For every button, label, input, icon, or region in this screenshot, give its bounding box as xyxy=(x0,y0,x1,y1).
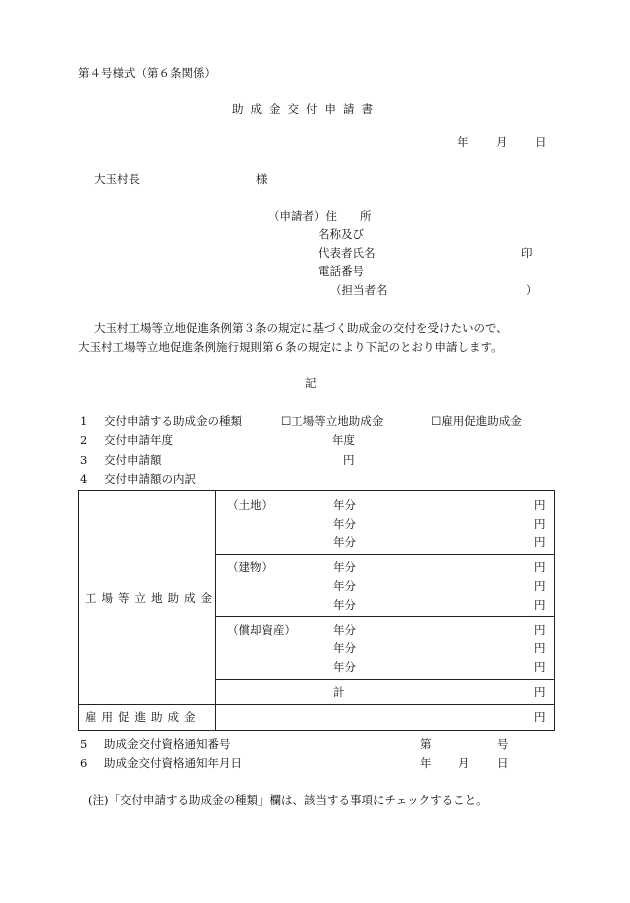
body-text-line-2: 大玉村工場等立地促進条例施行規則第６条の規定により下記のとおり申請します。 xyxy=(78,340,503,354)
breakdown-table xyxy=(78,490,555,731)
item-3-label: 交付申請額 xyxy=(104,453,162,467)
item-5-label: 助成金交付資格通知番号 xyxy=(104,737,231,751)
option-employment-subsidy[interactable]: ☐雇用促進助成金 xyxy=(431,414,522,428)
table-rule xyxy=(215,616,555,617)
applicant-name-label: 名称及び xyxy=(318,227,364,241)
land-year-3: 年分 xyxy=(333,535,356,549)
body-text-line-1: 大玉村工場等立地促進条例第３条の規定に基づく助成金の交付を受けたいので、 xyxy=(94,321,508,335)
building-year-1: 年分 xyxy=(333,560,356,574)
table-rule xyxy=(79,704,555,705)
date-year-label: 年 xyxy=(457,135,469,149)
item-1-label: 交付申請する助成金の種類 xyxy=(104,414,242,428)
land-year-2: 年分 xyxy=(333,517,356,531)
item-5-value-go: 号 xyxy=(497,737,509,751)
applicant-rep-label: 代表者氏名 xyxy=(318,246,376,260)
assets-yen-3: 円 xyxy=(534,660,546,674)
land-yen-3: 円 xyxy=(534,535,546,549)
item-6-month: 月 xyxy=(458,756,470,770)
row-header-employment-subsidy: 雇用促進助成金 xyxy=(85,710,201,724)
assets-year-3: 年分 xyxy=(333,660,356,674)
item-6-number: 6 xyxy=(80,756,88,770)
applicant-phone-label: 電話番号 xyxy=(318,264,364,278)
land-yen-1: 円 xyxy=(534,498,546,512)
assets-yen-1: 円 xyxy=(534,623,546,637)
date-month-label: 月 xyxy=(496,135,508,149)
item-5-number: 5 xyxy=(80,737,88,751)
assets-yen-2: 円 xyxy=(534,641,546,655)
land-yen-2: 円 xyxy=(534,517,546,531)
building-yen-2: 円 xyxy=(534,579,546,593)
building-year-2: 年分 xyxy=(333,579,356,593)
category-depreciable-assets: （償却資産） xyxy=(227,623,296,637)
addressee-honorific: 様 xyxy=(256,172,268,186)
category-building: （建物） xyxy=(227,560,273,574)
table-divider-vertical xyxy=(215,491,216,730)
date-day-label: 日 xyxy=(535,135,547,149)
applicant-address-label: （申請者）住 所 xyxy=(268,209,372,223)
item-1-number: 1 xyxy=(80,414,88,428)
item-6-label: 助成金交付資格通知年月日 xyxy=(104,756,242,770)
addressee-name: 大玉村長 xyxy=(94,172,140,186)
assets-year-2: 年分 xyxy=(333,641,356,655)
row-header-factory-subsidy: 工場等立地助成金 xyxy=(85,591,217,605)
item-2-label: 交付申請年度 xyxy=(104,433,173,447)
assets-year-1: 年分 xyxy=(333,623,356,637)
item-3-value: 円 xyxy=(343,453,355,467)
applicant-contact-label: （担当者名 xyxy=(330,283,388,297)
building-yen-3: 円 xyxy=(534,598,546,612)
option-factory-subsidy[interactable]: ☐工場等立地助成金 xyxy=(281,414,384,428)
item-2-value: 年度 xyxy=(332,433,355,447)
applicant-contact-close: ） xyxy=(526,283,538,297)
footnote: (注)「交付申請する助成金の種類」欄は、該当する事項にチェックすること。 xyxy=(88,793,488,807)
form-number: 第４号様式（第６条関係） xyxy=(78,66,216,80)
item-2-number: 2 xyxy=(80,433,88,447)
building-yen-1: 円 xyxy=(534,560,546,574)
building-year-3: 年分 xyxy=(333,598,356,612)
total-label: 計 xyxy=(333,685,345,699)
seal-mark: 印 xyxy=(521,246,533,260)
item-3-number: 3 xyxy=(80,453,88,467)
document-title: 助成金交付申請書 xyxy=(232,102,380,116)
table-rule xyxy=(215,554,555,555)
ki-heading: 記 xyxy=(305,376,317,390)
employment-yen: 円 xyxy=(534,710,546,724)
table-rule xyxy=(215,679,555,680)
item-6-year: 年 xyxy=(420,756,432,770)
item-6-day: 日 xyxy=(497,756,509,770)
land-year-1: 年分 xyxy=(333,498,356,512)
category-land: （土地） xyxy=(227,498,273,512)
item-4-label: 交付申請額の内訳 xyxy=(104,472,196,486)
item-4-number: 4 xyxy=(80,472,88,486)
total-yen: 円 xyxy=(534,685,546,699)
item-5-value-dai: 第 xyxy=(420,737,432,751)
